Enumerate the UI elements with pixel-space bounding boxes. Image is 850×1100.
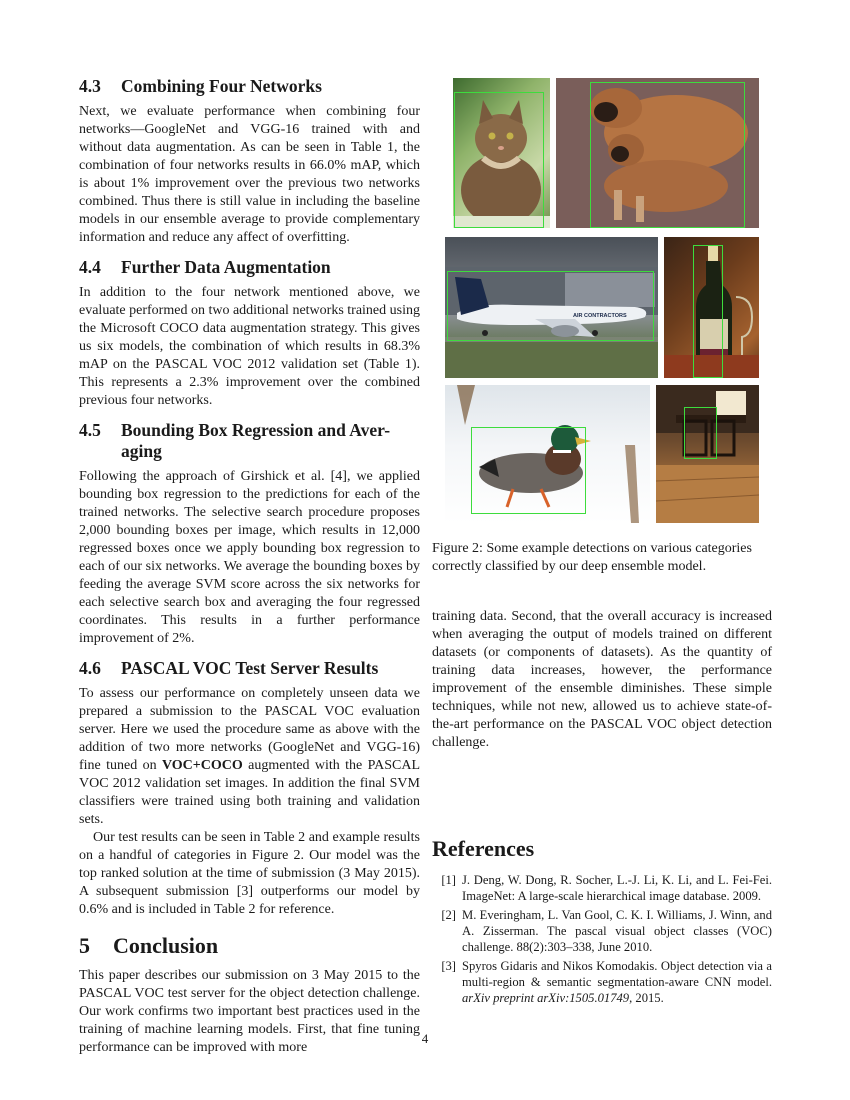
detection-box (454, 92, 544, 228)
section-body: training data. Second, that the overall accuracy is increased when averaging the output of models trained on different datasets (or components of datasets). As the quantity of training data increases, however, the performance improvement of the ensemble diminishes. These simple techniques, while not new, allowed us to achieve state-of-the-art performance on the PASCAL VOC object detection challenge. (432, 609, 772, 750)
section-4-6 (79, 658, 420, 919)
section-4-4 (79, 257, 420, 410)
section-body: In addition to the four network mentioned above, we evaluate performed on two additional networks trained using the Microsoft COCO data augmentation strategy. This gives us six models, the combination of which results in 68.3% mAP on the PASCAL VOC 2012 validation set (Table 1). This represents a 2.3% improvement over the combined previous four networks. (79, 285, 420, 408)
airplane-livery-text: AIR CONTRACTORS (573, 313, 627, 319)
dining-room-photo (656, 385, 759, 523)
section-body: Our test results can be seen in Table 2 and example results on a handful of categories in Figure 2. Our model was the top ranked solution at the time of submission (3 May 2015). A subsequent submission [3] outperforms our model by 0.6% and is included in Table 2 for reference. (79, 830, 420, 917)
figure-2 (445, 78, 760, 523)
detection-box (471, 427, 586, 514)
detection-box (693, 245, 723, 378)
airplane-photo (445, 237, 658, 378)
section-heading: 5 Conclusion (79, 933, 219, 958)
figure-caption: Figure 2: Some example detections on various categories correctly classified by our deep ensemble model. (432, 541, 752, 574)
section-4-3 (79, 76, 420, 247)
page-number: 4 (421, 1031, 429, 1046)
duck-photo (445, 385, 650, 523)
detection-box (590, 82, 745, 228)
section-heading: 4.5 Bounding Box Regression and Aver- aging (79, 420, 391, 461)
section-body: Following the approach of Girshick et al. [4], we applied bounding box regression to the predictions for each of the trained networks. The selective search procedure proposes 2,000 bounding boxes per image, which results in 12,000 regressed boxes once we apply bounding box regression to each of our six networks. We average the bounding boxes by feeding the average SVM score across the six networks for each selective search box and averaging the four regressed coordinates. This results in a further performance improvement of 2%. (79, 469, 420, 646)
reference-item: [1] J. Deng, W. Dong, R. Socher, L.-J. Li, K. Li, and L. Fei-Fei. ImageNet: A large-scale hierarchical image database. 2009. (441, 873, 772, 903)
references (432, 836, 772, 1009)
left-column (79, 76, 420, 1067)
section-body: This paper describes our submission on 3 May 2015 to the PASCAL VOC test server for the object detection challenge. Our work confirms two important best practices used in the training of machine learning models. First, that fine tuning performance can be improved with more (79, 968, 420, 1055)
reference-item: [3] Spyros Gidaris and Nikos Komodakis. Object detection via a multi-region & semantic segmentation-aware CNN model. arXiv preprint arXiv:1505.01749, 2015. (441, 959, 772, 1005)
section-4-5 (79, 420, 420, 648)
section-heading: 4.6 PASCAL VOC Test Server Results (79, 658, 379, 678)
dogs-photo (556, 78, 759, 228)
conclusion-continuation (432, 608, 772, 752)
section-heading: 4.3 Combining Four Networks (79, 76, 322, 96)
detection-box (447, 271, 654, 341)
references-heading: References (432, 836, 535, 861)
bottle-photo (664, 237, 759, 378)
detection-box (684, 407, 717, 459)
section-heading: 4.4 Further Data Augmentation (79, 257, 331, 277)
cat-photo (453, 78, 550, 228)
section-body: Next, we evaluate performance when combining four networks—GoogleNet and VGG-16 trained with and without data augmentation. As can be seen in Table 1, the combination of four networks results in 66.0% mAP, which is about 1% improvement over the previous two networks combined. Thus there is still value in including the baseline models in our ensemble average to provide complementary information and reduce any affect of overfitting. (79, 104, 420, 245)
section-body: To assess our performance on completely unseen data we prepared a submission to the PASCAL VOC evaluation server. Here we used the procedure same as above with the addition of two more networks (GoogleNet and VGG-16) fine tuned on VOC+COCO augmented with the PASCAL VOC 2012 validation set images. In addition the final SVM classifiers were trained using both training and validation sets. (79, 686, 421, 827)
reference-item: [2] M. Everingham, L. Van Gool, C. K. I. Williams, J. Winn, and A. Zisserman. The pascal visual object classes (VOC) challenge. 88(2):303–338, June 2010. (441, 908, 772, 954)
